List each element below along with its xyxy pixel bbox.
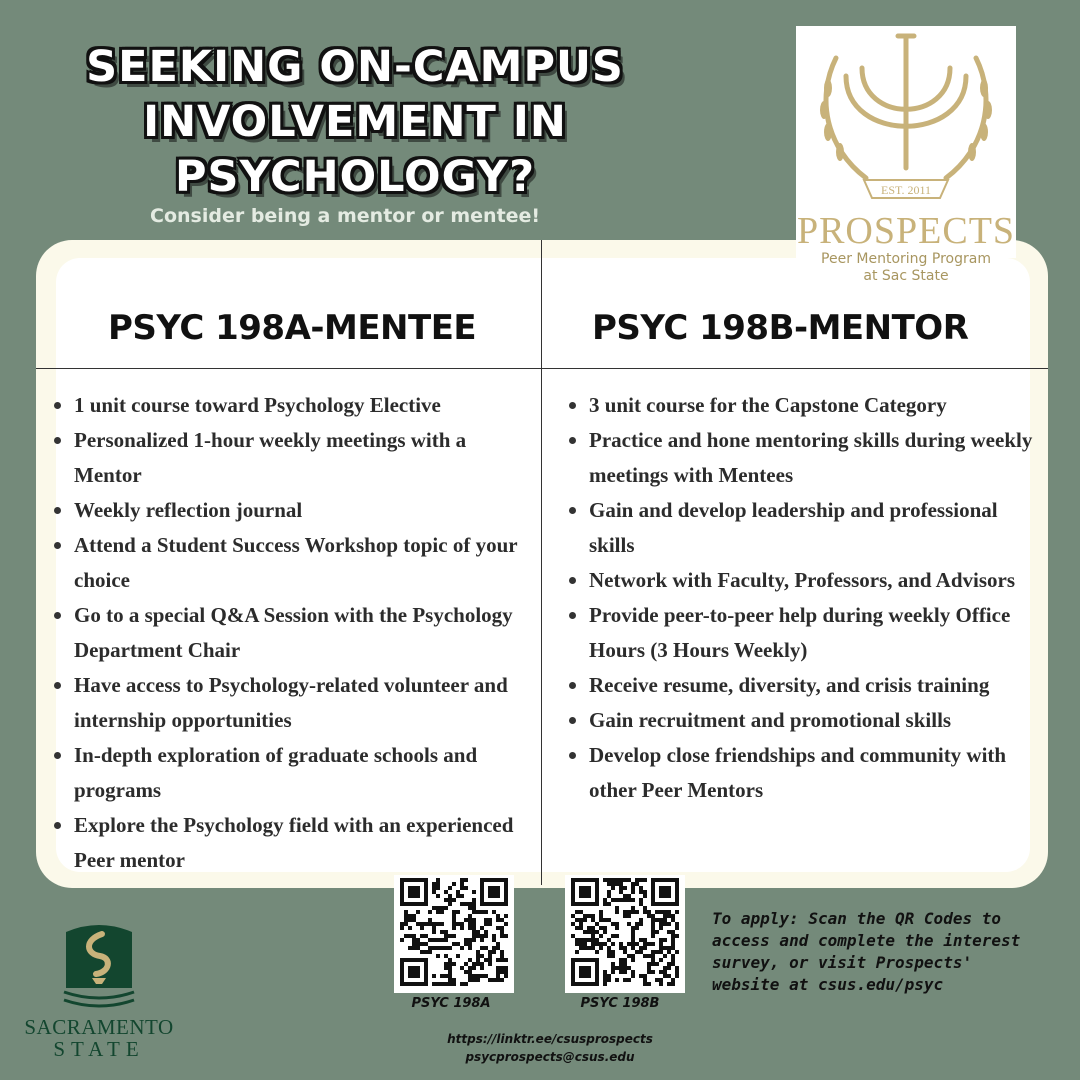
list-item: Attend a Student Success Workshop topic of your choice bbox=[54, 528, 524, 598]
logo-tagline-line: at Sac State bbox=[863, 268, 949, 284]
qr-code-icon bbox=[571, 878, 679, 986]
qr-label-198b: PSYC 198B bbox=[580, 996, 660, 1011]
list-item: Develop close friendships and community with other Peer Mentors bbox=[569, 738, 1045, 808]
list-item: 3 unit course for the Capstone Category bbox=[569, 388, 1045, 423]
list-item: Have access to Psychology-related volunteer and internship opportunities bbox=[54, 668, 524, 738]
qr-code-198b[interactable] bbox=[565, 875, 685, 993]
column-divider bbox=[541, 240, 542, 885]
qr-label-198a: PSYC 198A bbox=[411, 996, 491, 1011]
headline bbox=[30, 40, 680, 205]
sac-state-emblem-icon bbox=[62, 920, 136, 1012]
sac-state-logo bbox=[24, 920, 174, 1070]
list-item: Personalized 1-hour weekly meetings with a Mentor bbox=[54, 423, 524, 493]
subtitle: Consider being a mentor or mentee! bbox=[150, 205, 541, 227]
header-divider bbox=[36, 368, 1048, 369]
mentee-heading: PSYC 198A-MENTEE bbox=[108, 308, 477, 348]
list-item: In-depth exploration of graduate schools and programs bbox=[54, 738, 524, 808]
list-item: Explore the Psychology field with an experienced Peer mentor bbox=[54, 808, 524, 878]
mentee-list bbox=[54, 388, 524, 878]
sac-state-line2: STATE bbox=[53, 1037, 145, 1061]
list-item: Gain and develop leadership and professional skills bbox=[569, 493, 1045, 563]
logo-tagline bbox=[796, 251, 1016, 285]
sac-state-line1: SACRAMENTO bbox=[24, 1015, 174, 1039]
headline-line: INVOLVEMENT IN bbox=[143, 97, 567, 147]
list-item: Go to a special Q&A Session with the Psychology Department Chair bbox=[54, 598, 524, 668]
prospects-logo bbox=[796, 26, 1016, 284]
list-item: Network with Faculty, Professors, and Advisors bbox=[569, 563, 1045, 598]
list-item: Practice and hone mentoring skills during weekly meetings with Mentees bbox=[569, 423, 1045, 493]
headline-line: PSYCHOLOGY? bbox=[174, 152, 536, 202]
list-item: Gain recruitment and promotional skills bbox=[569, 703, 1045, 738]
apply-instructions: To apply: Scan the QR Codes to access and complete the interest survey, or visit Prospects' website at csus.edu/psyc bbox=[712, 909, 1021, 994]
sac-state-name bbox=[24, 1016, 174, 1060]
logo-tagline-line: Peer Mentoring Program bbox=[821, 251, 991, 267]
psi-emblem-icon bbox=[806, 28, 1006, 213]
email-link[interactable]: psycprospects@csus.edu bbox=[465, 1050, 635, 1064]
logo-est-text: EST. 2011 bbox=[881, 183, 931, 197]
qr-code-icon bbox=[400, 878, 508, 986]
list-item: Provide peer-to-peer help during weekly Office Hours (3 Hours Weekly) bbox=[569, 598, 1045, 668]
qr-code-198a[interactable] bbox=[394, 875, 514, 993]
list-item: Weekly reflection journal bbox=[54, 493, 524, 528]
linktree-link[interactable]: https://linktr.ee/csusprospects bbox=[447, 1032, 653, 1046]
headline-line: SEEKING ON-CAMPUS bbox=[86, 42, 624, 92]
list-item: 1 unit course toward Psychology Elective bbox=[54, 388, 524, 423]
contact-links bbox=[400, 1030, 700, 1066]
mentor-list bbox=[569, 388, 1045, 808]
list-item: Receive resume, diversity, and crisis training bbox=[569, 668, 1045, 703]
mentor-heading: PSYC 198B-MENTOR bbox=[592, 308, 969, 348]
logo-title: PROSPECTS bbox=[796, 210, 1016, 252]
